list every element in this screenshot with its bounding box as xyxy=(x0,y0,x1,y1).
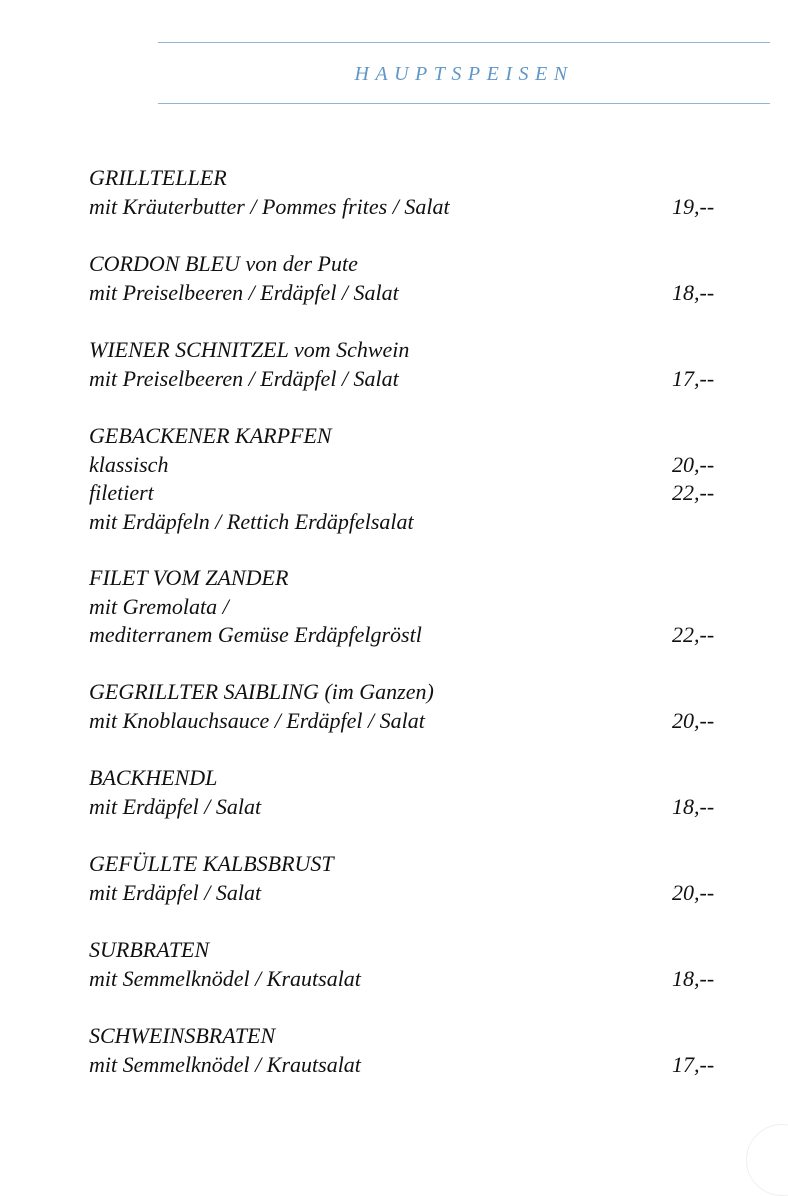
dish-name: GRILLTELLER xyxy=(89,165,227,190)
dish-price: 19,-- xyxy=(672,193,715,219)
dish-description: mit Semmelknödel / Krautsalat 17,-- xyxy=(89,1051,729,1080)
dish-variant: filetiert 22,-- xyxy=(89,479,729,508)
menu-item-gefuellte-kalbsbrust xyxy=(89,850,729,936)
menu-item-wiener-schnitzel xyxy=(89,336,729,422)
dish-price: 17,-- xyxy=(672,365,715,391)
dish-description: mit Semmelknödel / Krautsalat 18,-- xyxy=(89,965,729,994)
dish-price: 20,-- xyxy=(672,451,715,477)
menu-item-cordon-bleu xyxy=(89,250,729,336)
dish-price: 17,-- xyxy=(672,1051,715,1077)
dish-description: mit Knoblauchsauce / Erdäpfel / Salat 20,-- xyxy=(89,707,729,736)
dish-name: GEGRILLTER SAIBLING (im Ganzen) xyxy=(89,679,434,704)
dish-description: mit Kräuterbutter / Pommes frites / Salat 19,-- xyxy=(89,193,729,222)
dish-name: BACKHENDL xyxy=(89,765,218,790)
dish-price: 18,-- xyxy=(672,965,715,991)
dish-description: mit Preiselbeeren / Erdäpfel / Salat 18,-- xyxy=(89,279,729,308)
page-corner-decoration xyxy=(746,1124,788,1196)
dish-name: GEFÜLLTE KALBSBRUST xyxy=(89,851,334,876)
menu-item-schweinsbraten xyxy=(89,1022,729,1108)
dish-name: GEBACKENER KARPFEN xyxy=(89,423,332,448)
heading-rule-bottom xyxy=(158,103,770,104)
dish-price: 22,-- xyxy=(672,622,715,647)
dish-price: 22,-- xyxy=(672,480,715,505)
dish-price: 20,-- xyxy=(672,707,715,733)
dish-description: mit Preiselbeeren / Erdäpfel / Salat 17,-- xyxy=(89,365,729,394)
dish-description: mit Erdäpfel / Salat 18,-- xyxy=(89,793,729,822)
dish-description: mit Erdäpfeln / Rettich Erdäpfelsalat xyxy=(89,508,414,534)
dish-price: 20,-- xyxy=(672,879,715,905)
dish-name: SURBRATEN xyxy=(89,937,210,962)
menu-item-grillteller xyxy=(89,164,729,250)
heading-rule-top xyxy=(158,42,770,43)
dish-description: mit Erdäpfel / Salat 20,-- xyxy=(89,879,729,908)
menu-item-gebackener-karpfen xyxy=(89,422,729,564)
menu-item-surbraten xyxy=(89,936,729,1022)
menu-list xyxy=(89,164,729,1108)
dish-description: mediterranem Gemüse Erdäpfelgröstl 22,-- xyxy=(89,621,729,650)
menu-item-backhendl xyxy=(89,764,729,850)
dish-name: SCHWEINSBRATEN xyxy=(89,1023,276,1048)
dish-price: 18,-- xyxy=(672,279,715,305)
menu-item-filet-vom-zander xyxy=(89,564,729,678)
dish-name: WIENER SCHNITZEL vom Schwein xyxy=(89,337,410,362)
dish-price: 18,-- xyxy=(672,793,715,819)
dish-name: FILET VOM ZANDER xyxy=(89,565,289,590)
dish-variant: klassisch 20,-- xyxy=(89,451,729,480)
page-title: HAUPTSPEISEN xyxy=(354,63,574,85)
dish-name: CORDON BLEU von der Pute xyxy=(89,251,358,276)
menu-item-gegrillter-saibling xyxy=(89,678,729,764)
dish-description: mit Gremolata / xyxy=(89,593,229,619)
